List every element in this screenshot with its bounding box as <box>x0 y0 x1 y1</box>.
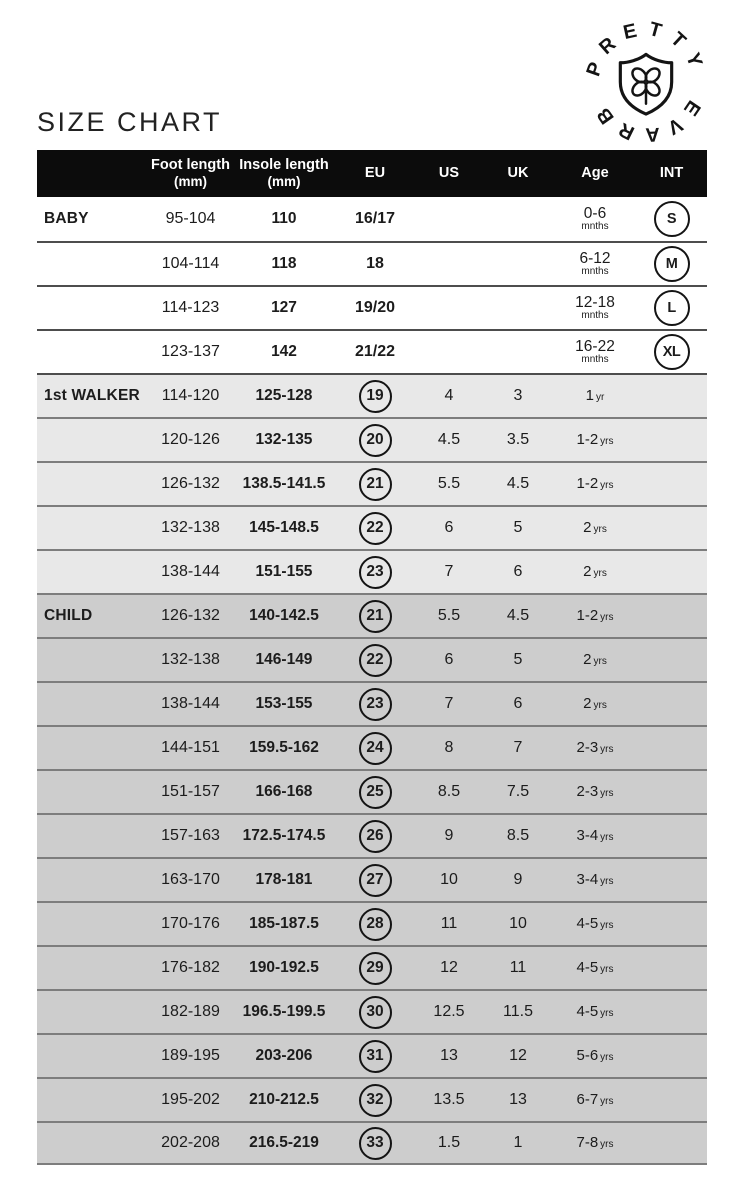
cell-insole-length: 216.5-219 <box>249 1134 319 1151</box>
cell-us: 1.5 <box>437 1134 461 1151</box>
cell-age <box>554 519 636 537</box>
page-title: SIZE CHART <box>37 107 223 137</box>
logo-ring-text <box>582 18 709 146</box>
table-row <box>37 681 707 725</box>
cell-us: 8 <box>444 739 454 756</box>
cell-eu: 21/22 <box>354 343 396 360</box>
cell-us: 7 <box>444 695 454 712</box>
cell-insole-length: 172.5-174.5 <box>242 827 326 844</box>
cell-uk: 3 <box>513 387 523 404</box>
cell-us: 10 <box>440 871 458 888</box>
cell-age <box>554 475 636 493</box>
cell-eu <box>334 424 416 457</box>
eu-circle-badge: 22 <box>359 644 392 677</box>
age-value: 7-8 <box>576 1134 599 1151</box>
cell-uk: 10 <box>509 915 527 932</box>
cell-age <box>554 339 636 365</box>
cell-foot-length: 114-123 <box>161 299 220 316</box>
age-unit: yrs <box>600 1052 614 1063</box>
cell-uk: 4.5 <box>506 475 530 492</box>
column-header-insole-length: Insole length (mm) <box>239 157 329 190</box>
eu-circle-badge: 29 <box>359 952 392 985</box>
cell-us: 4.5 <box>437 431 461 448</box>
cell-eu <box>334 1040 416 1073</box>
cell-insole-length: 142 <box>271 343 297 360</box>
cell-int <box>636 290 707 326</box>
cell-eu <box>334 688 416 721</box>
age-value: 1-2 <box>576 475 599 492</box>
cell-uk: 5 <box>513 519 523 536</box>
table-row <box>37 373 707 417</box>
table-row <box>37 329 707 373</box>
cell-us: 11 <box>440 915 458 932</box>
cell-category: BABY <box>44 210 89 227</box>
age-unit: mnths <box>581 265 609 277</box>
int-circle-badge: L <box>654 290 690 326</box>
age-value: 3-4 <box>576 827 599 844</box>
size-table-body <box>37 197 707 1165</box>
cell-eu <box>334 380 416 413</box>
eu-circle-badge: 28 <box>359 908 392 941</box>
cell-foot-length: 95-104 <box>165 210 216 227</box>
cell-age <box>554 1047 636 1065</box>
cell-age <box>554 431 636 449</box>
eu-circle-badge: 33 <box>359 1127 392 1160</box>
cell-uk: 6 <box>513 563 523 580</box>
int-circle-badge: M <box>654 246 690 282</box>
cell-category: 1st WALKER <box>44 387 140 404</box>
age-value: 4-5 <box>576 1003 599 1020</box>
size-table <box>37 150 707 1165</box>
logo-top-text: PRETTY <box>582 17 710 80</box>
cell-foot-length: 104-114 <box>161 255 220 272</box>
cell-age <box>554 695 636 713</box>
cell-eu <box>334 908 416 941</box>
cell-eu: 16/17 <box>354 210 396 227</box>
cell-uk: 5 <box>513 651 523 668</box>
age-value: 12-18 <box>575 294 615 311</box>
table-row <box>37 1033 707 1077</box>
logo-bottom-text: EVARB <box>587 96 705 146</box>
cell-uk: 7.5 <box>506 783 530 800</box>
cell-eu <box>334 864 416 897</box>
cell-eu: 18 <box>366 255 384 272</box>
cell-foot-length: 157-163 <box>161 827 220 844</box>
cell-insole-length: 127 <box>271 299 297 316</box>
cell-insole-length: 166-168 <box>255 783 313 800</box>
cell-age <box>554 739 636 757</box>
age-unit: yrs <box>593 700 607 711</box>
svg-text:PRETTY <box>582 18 709 80</box>
eu-circle-badge: 30 <box>359 996 392 1029</box>
cell-uk: 4.5 <box>506 607 530 624</box>
age-value: 2 <box>583 563 592 580</box>
size-table-header <box>37 150 707 197</box>
age-value: 6-12 <box>579 250 611 267</box>
cell-eu <box>334 996 416 1029</box>
age-unit: yrs <box>593 524 607 535</box>
eu-circle-badge: 22 <box>359 512 392 545</box>
cell-eu <box>334 600 416 633</box>
cell-foot-length: 176-182 <box>161 959 220 976</box>
column-header-int: INT <box>659 165 684 182</box>
cell-eu <box>334 512 416 545</box>
cell-foot-length: 189-195 <box>161 1047 220 1064</box>
age-value: 2 <box>583 695 592 712</box>
cell-uk: 13 <box>509 1091 527 1108</box>
age-unit: yrs <box>600 744 614 755</box>
cell-foot-length: 170-176 <box>161 915 220 932</box>
cell-age <box>554 651 636 669</box>
cell-age <box>554 1134 636 1152</box>
table-row <box>37 285 707 329</box>
cell-uk: 9 <box>513 871 523 888</box>
cell-insole-length: 196.5-199.5 <box>242 1003 326 1020</box>
cell-insole-length: 138.5-141.5 <box>242 475 326 492</box>
table-row <box>37 725 707 769</box>
cell-foot-length: 144-151 <box>161 739 220 756</box>
cell-foot-length: 120-126 <box>161 431 220 448</box>
cell-category: CHILD <box>44 607 93 624</box>
age-value: 1-2 <box>576 607 599 624</box>
cell-foot-length: 138-144 <box>161 563 220 580</box>
cell-us: 6 <box>444 519 454 536</box>
cell-age <box>554 206 636 232</box>
age-value: 4-5 <box>576 915 599 932</box>
age-unit: yrs <box>600 876 614 887</box>
eu-circle-badge: 21 <box>359 468 392 501</box>
age-unit: yrs <box>600 788 614 799</box>
age-unit: mnths <box>581 353 609 365</box>
column-header-us: US <box>438 165 460 182</box>
age-value: 6-7 <box>576 1091 599 1108</box>
table-row <box>37 769 707 813</box>
age-value: 2-3 <box>576 783 599 800</box>
cell-insole-length: 210-212.5 <box>249 1091 319 1108</box>
table-row <box>37 1077 707 1121</box>
cell-insole-length: 190-192.5 <box>249 959 319 976</box>
age-unit: mnths <box>581 220 609 232</box>
age-unit: yr <box>596 392 605 403</box>
cell-us: 12 <box>440 959 458 976</box>
cell-us: 12.5 <box>433 1003 465 1020</box>
age-unit: yrs <box>593 656 607 667</box>
cell-us: 4 <box>444 387 454 404</box>
cell-age <box>554 827 636 845</box>
table-row <box>37 1121 707 1165</box>
cell-foot-length: 138-144 <box>161 695 220 712</box>
shield-clover-icon <box>620 54 671 114</box>
cell-eu <box>334 820 416 853</box>
cell-int <box>636 334 707 370</box>
cell-age <box>554 607 636 625</box>
cell-insole-length: 151-155 <box>255 563 313 580</box>
cell-uk: 11.5 <box>503 1003 533 1020</box>
cell-foot-length: 132-138 <box>161 651 220 668</box>
eu-circle-badge: 23 <box>359 688 392 721</box>
age-value: 0-6 <box>583 205 607 222</box>
age-value: 3-4 <box>576 871 599 888</box>
table-row <box>37 813 707 857</box>
age-unit: yrs <box>600 1139 614 1150</box>
age-value: 2-3 <box>576 739 599 756</box>
cell-foot-length: 114-120 <box>161 387 220 404</box>
cell-insole-length: 110 <box>271 210 297 227</box>
cell-foot-length: 182-189 <box>161 1003 220 1020</box>
table-row <box>37 505 707 549</box>
eu-circle-badge: 31 <box>359 1040 392 1073</box>
int-circle-badge: XL <box>654 334 690 370</box>
age-unit: yrs <box>600 1008 614 1019</box>
cell-eu <box>334 556 416 589</box>
cell-foot-length: 123-137 <box>161 343 220 360</box>
age-unit: yrs <box>600 964 614 975</box>
cell-age <box>554 871 636 889</box>
cell-uk: 1 <box>513 1134 523 1151</box>
cell-insole-length: 140-142.5 <box>249 607 319 624</box>
cell-age <box>554 915 636 933</box>
cell-age <box>554 387 636 405</box>
cell-foot-length: 126-132 <box>161 475 220 492</box>
eu-circle-badge: 24 <box>359 732 392 765</box>
cell-int <box>636 246 707 282</box>
cell-age <box>554 1091 636 1109</box>
cell-foot-length: 132-138 <box>161 519 220 536</box>
age-unit: yrs <box>600 920 614 931</box>
age-value: 4-5 <box>576 959 599 976</box>
age-unit: mnths <box>581 309 609 321</box>
eu-circle-badge: 19 <box>359 380 392 413</box>
cell-insole-length: 132-135 <box>255 431 313 448</box>
age-value: 1-2 <box>576 431 599 448</box>
int-circle-badge: S <box>654 201 690 237</box>
cell-eu <box>334 952 416 985</box>
table-row <box>37 241 707 285</box>
cell-us: 13.5 <box>433 1091 465 1108</box>
cell-uk: 11 <box>509 959 527 976</box>
age-unit: yrs <box>593 568 607 579</box>
cell-us: 9 <box>444 827 454 844</box>
cell-uk: 7 <box>513 739 523 756</box>
age-unit: yrs <box>600 1096 614 1107</box>
cell-eu <box>334 468 416 501</box>
age-unit: yrs <box>600 480 614 491</box>
table-row <box>37 901 707 945</box>
cell-eu <box>334 732 416 765</box>
table-row <box>37 857 707 901</box>
cell-insole-length: 185-187.5 <box>249 915 319 932</box>
age-unit: yrs <box>600 436 614 447</box>
age-value: 16-22 <box>575 338 615 355</box>
age-unit: yrs <box>600 832 614 843</box>
eu-circle-badge: 26 <box>359 820 392 853</box>
cell-insole-length: 125-128 <box>255 387 313 404</box>
eu-circle-badge: 32 <box>359 1084 392 1117</box>
column-header-eu: EU <box>364 165 386 182</box>
cell-int <box>636 201 707 237</box>
cell-eu: 19/20 <box>354 299 396 316</box>
table-row <box>37 593 707 637</box>
cell-eu <box>334 1084 416 1117</box>
cell-age <box>554 295 636 321</box>
cell-age <box>554 783 636 801</box>
cell-uk: 3.5 <box>506 431 530 448</box>
brand-logo <box>564 3 728 161</box>
cell-age <box>554 251 636 277</box>
table-row <box>37 461 707 505</box>
table-row <box>37 945 707 989</box>
cell-eu <box>334 1127 416 1160</box>
cell-insole-length: 159.5-162 <box>249 739 319 756</box>
cell-eu <box>334 776 416 809</box>
age-value: 1 <box>585 387 594 404</box>
table-row <box>37 549 707 593</box>
table-row <box>37 417 707 461</box>
eu-circle-badge: 20 <box>359 424 392 457</box>
cell-age <box>554 563 636 581</box>
cell-us: 7 <box>444 563 454 580</box>
age-value: 2 <box>583 651 592 668</box>
eu-circle-badge: 25 <box>359 776 392 809</box>
age-value: 2 <box>583 519 592 536</box>
eu-circle-badge: 27 <box>359 864 392 897</box>
cell-foot-length: 163-170 <box>161 871 220 888</box>
cell-insole-length: 118 <box>271 255 297 272</box>
cell-age <box>554 1003 636 1021</box>
cell-us: 13 <box>440 1047 458 1064</box>
cell-insole-length: 153-155 <box>255 695 313 712</box>
cell-foot-length: 151-157 <box>161 783 220 800</box>
cell-foot-length: 195-202 <box>161 1091 220 1108</box>
cell-uk: 12 <box>509 1047 527 1064</box>
cell-foot-length: 126-132 <box>161 607 220 624</box>
table-row <box>37 989 707 1033</box>
cell-insole-length: 146-149 <box>255 651 313 668</box>
cell-foot-length: 202-208 <box>161 1134 220 1151</box>
table-row <box>37 637 707 681</box>
cell-insole-length: 178-181 <box>255 871 313 888</box>
column-header-uk: UK <box>507 165 529 182</box>
cell-us: 5.5 <box>437 607 461 624</box>
table-row <box>37 197 707 241</box>
column-header-foot-length: Foot length (mm) <box>151 157 230 190</box>
column-header-age: Age <box>581 165 609 182</box>
cell-us: 8.5 <box>437 783 461 800</box>
cell-uk: 6 <box>513 695 523 712</box>
age-value: 5-6 <box>576 1047 599 1064</box>
cell-us: 5.5 <box>437 475 461 492</box>
cell-age <box>554 959 636 977</box>
eu-circle-badge: 21 <box>359 600 392 633</box>
cell-uk: 8.5 <box>506 827 530 844</box>
cell-insole-length: 203-206 <box>255 1047 313 1064</box>
cell-insole-length: 145-148.5 <box>249 519 319 536</box>
age-unit: yrs <box>600 612 614 623</box>
eu-circle-badge: 23 <box>359 556 392 589</box>
cell-eu <box>334 644 416 677</box>
cell-us: 6 <box>444 651 454 668</box>
